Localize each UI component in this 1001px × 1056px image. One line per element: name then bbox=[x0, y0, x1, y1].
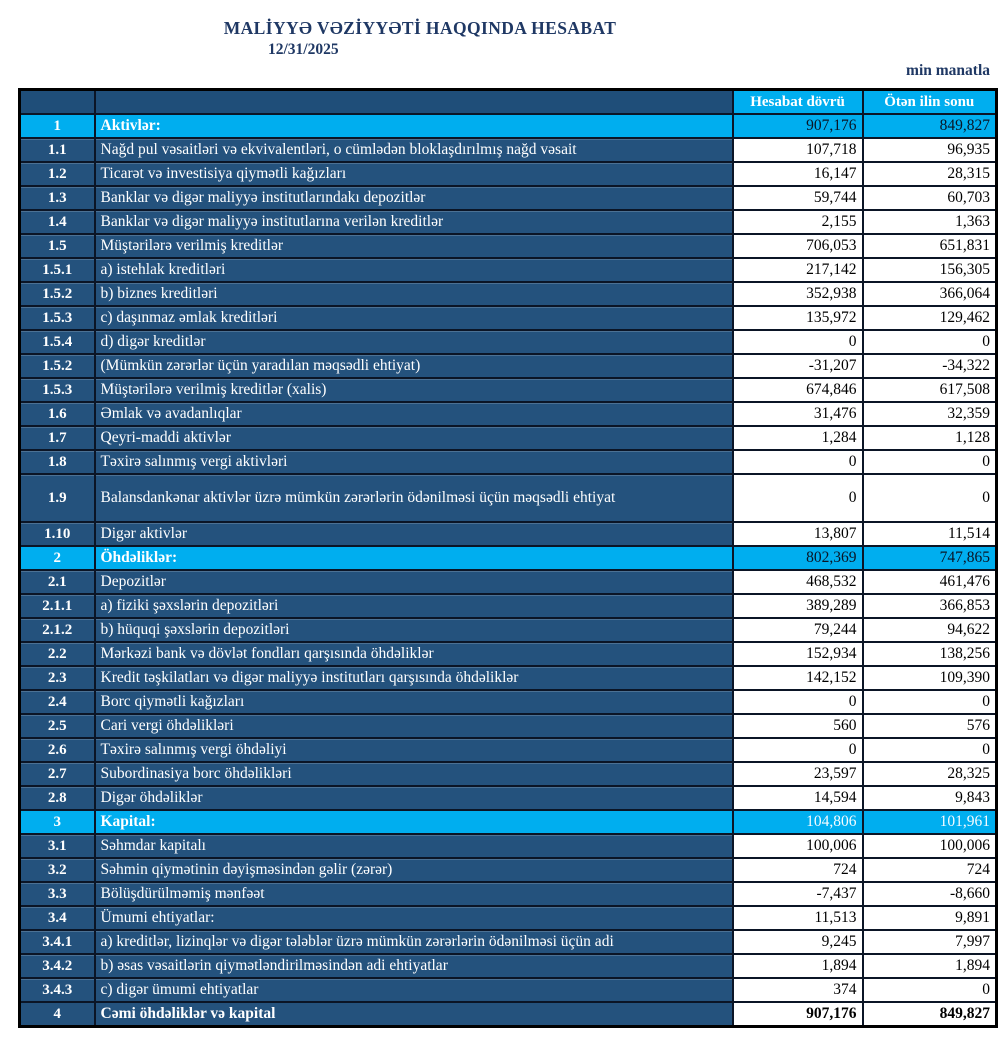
row-value-current: 374 bbox=[733, 978, 863, 1002]
row-value-current: 724 bbox=[733, 858, 863, 882]
row-value-previous: 617,508 bbox=[863, 378, 997, 402]
table-row bbox=[20, 402, 997, 426]
row-label: Digər aktivlər bbox=[95, 522, 733, 546]
row-code: 1.5.3 bbox=[20, 378, 95, 402]
table-row bbox=[20, 138, 997, 162]
row-value-current: 352,938 bbox=[733, 282, 863, 306]
table-row bbox=[20, 1002, 997, 1027]
row-code: 2.1.2 bbox=[20, 618, 95, 642]
table-row bbox=[20, 186, 997, 210]
row-value-previous: 461,476 bbox=[863, 570, 997, 594]
row-value-previous: 156,305 bbox=[863, 258, 997, 282]
row-value-current: 14,594 bbox=[733, 786, 863, 810]
row-code: 1.9 bbox=[20, 474, 95, 522]
row-value-previous: 28,325 bbox=[863, 762, 997, 786]
row-label: Banklar və digər maliyyə institutlarına verilən kreditlər bbox=[95, 210, 733, 234]
table-row bbox=[20, 690, 997, 714]
row-code: 1.5.2 bbox=[20, 354, 95, 378]
row-label: Səhmin qiymətinin dəyişməsindən gəlir (zərər) bbox=[95, 858, 733, 882]
row-value-previous: 0 bbox=[863, 738, 997, 762]
row-value-previous: 101,961 bbox=[863, 810, 997, 834]
row-value-current: 9,245 bbox=[733, 930, 863, 954]
table-row bbox=[20, 810, 997, 834]
row-value-previous: -8,660 bbox=[863, 882, 997, 906]
row-code: 1.10 bbox=[20, 522, 95, 546]
row-code: 1.5 bbox=[20, 234, 95, 258]
unit-note: min manatla bbox=[906, 62, 990, 79]
row-code: 1.7 bbox=[20, 426, 95, 450]
row-value-previous: 366,064 bbox=[863, 282, 997, 306]
row-value-current: 1,894 bbox=[733, 954, 863, 978]
row-value-current: 11,513 bbox=[733, 906, 863, 930]
row-value-previous: 109,390 bbox=[863, 666, 997, 690]
row-label: Ticarət və investisiya qiymətli kağızları bbox=[95, 162, 733, 186]
row-value-previous: 724 bbox=[863, 858, 997, 882]
row-label: Kapital: bbox=[95, 810, 733, 834]
row-label: Depozitlər bbox=[95, 570, 733, 594]
row-code: 1.4 bbox=[20, 210, 95, 234]
row-value-current: 706,053 bbox=[733, 234, 863, 258]
row-value-previous: 60,703 bbox=[863, 186, 997, 210]
table-row bbox=[20, 450, 997, 474]
row-code: 1.2 bbox=[20, 162, 95, 186]
row-value-current: 217,142 bbox=[733, 258, 863, 282]
column-header-previous: Ötən ilin sonu bbox=[863, 90, 997, 115]
row-value-current: 0 bbox=[733, 738, 863, 762]
table-row bbox=[20, 258, 997, 282]
row-value-current: 23,597 bbox=[733, 762, 863, 786]
row-value-previous: 1,363 bbox=[863, 210, 997, 234]
row-value-current: 560 bbox=[733, 714, 863, 738]
row-value-current: 100,006 bbox=[733, 834, 863, 858]
column-header-current: Hesabat dövrü bbox=[733, 90, 863, 115]
table-row bbox=[20, 354, 997, 378]
row-value-current: 468,532 bbox=[733, 570, 863, 594]
row-value-previous: 747,865 bbox=[863, 546, 997, 570]
row-code: 1.1 bbox=[20, 138, 95, 162]
row-value-previous: 0 bbox=[863, 474, 997, 522]
row-label: Aktivlər: bbox=[95, 114, 733, 138]
row-label: Cari vergi öhdəlikləri bbox=[95, 714, 733, 738]
row-label: Nağd pul vəsaitləri və ekvivalentləri, o cümlədən bloklaşdırılmış nağd vəsait bbox=[95, 138, 733, 162]
row-code: 3 bbox=[20, 810, 95, 834]
table-row bbox=[20, 618, 997, 642]
row-value-previous: 366,853 bbox=[863, 594, 997, 618]
row-label: Cəmi öhdəliklər və kapital bbox=[95, 1002, 733, 1027]
table-row bbox=[20, 954, 997, 978]
row-code: 2.8 bbox=[20, 786, 95, 810]
table-row bbox=[20, 882, 997, 906]
table-row bbox=[20, 234, 997, 258]
row-code: 3.4 bbox=[20, 906, 95, 930]
row-code: 1 bbox=[20, 114, 95, 138]
row-value-previous: 0 bbox=[863, 330, 997, 354]
row-value-current: 59,744 bbox=[733, 186, 863, 210]
table-row bbox=[20, 522, 997, 546]
table-row bbox=[20, 930, 997, 954]
row-code: 1.8 bbox=[20, 450, 95, 474]
row-label: Bölüşdürülməmiş mənfəət bbox=[95, 882, 733, 906]
row-code: 2.3 bbox=[20, 666, 95, 690]
table-row bbox=[20, 426, 997, 450]
financial-table bbox=[18, 88, 998, 1028]
row-code: 2 bbox=[20, 546, 95, 570]
row-label: Müştərilərə verilmiş kreditlər bbox=[95, 234, 733, 258]
row-label: Subordinasiya borc öhdəlikləri bbox=[95, 762, 733, 786]
row-code: 3.2 bbox=[20, 858, 95, 882]
row-label: Təxirə salınmış vergi aktivləri bbox=[95, 450, 733, 474]
row-label: Ümumi ehtiyatlar: bbox=[95, 906, 733, 930]
row-value-previous: -34,322 bbox=[863, 354, 997, 378]
row-value-previous: 849,827 bbox=[863, 1002, 997, 1027]
row-label: b) hüquqi şəxslərin depozitləri bbox=[95, 618, 733, 642]
table-row bbox=[20, 282, 997, 306]
row-code: 4 bbox=[20, 1002, 95, 1027]
row-label: b) əsas vəsaitlərin qiymətləndirilməsindən adi ehtiyatlar bbox=[95, 954, 733, 978]
row-label: b) biznes kreditləri bbox=[95, 282, 733, 306]
table-row bbox=[20, 858, 997, 882]
table-row bbox=[20, 114, 997, 138]
row-value-previous: 32,359 bbox=[863, 402, 997, 426]
row-value-current: 674,846 bbox=[733, 378, 863, 402]
row-value-previous: 11,514 bbox=[863, 522, 997, 546]
row-label: Əmlak və avadanlıqlar bbox=[95, 402, 733, 426]
row-value-previous: 9,843 bbox=[863, 786, 997, 810]
table-row bbox=[20, 786, 997, 810]
row-label: Səhmdar kapitalı bbox=[95, 834, 733, 858]
table-row bbox=[20, 714, 997, 738]
row-label: a) istehlak kreditləri bbox=[95, 258, 733, 282]
row-value-previous: 129,462 bbox=[863, 306, 997, 330]
table-body bbox=[20, 114, 997, 1027]
header-code-cell bbox=[20, 90, 95, 115]
row-value-current: 0 bbox=[733, 474, 863, 522]
row-value-previous: 849,827 bbox=[863, 114, 997, 138]
table-row bbox=[20, 738, 997, 762]
row-value-current: 1,284 bbox=[733, 426, 863, 450]
row-label: Öhdəliklər: bbox=[95, 546, 733, 570]
row-value-current: -31,207 bbox=[733, 354, 863, 378]
row-code: 2.1 bbox=[20, 570, 95, 594]
table-row bbox=[20, 546, 997, 570]
table-row bbox=[20, 978, 997, 1002]
row-code: 3.4.1 bbox=[20, 930, 95, 954]
row-code: 1.3 bbox=[20, 186, 95, 210]
row-value-current: 79,244 bbox=[733, 618, 863, 642]
row-value-previous: 1,894 bbox=[863, 954, 997, 978]
row-code: 3.1 bbox=[20, 834, 95, 858]
table-header-row bbox=[20, 90, 997, 115]
row-label: (Mümkün zərərlər üçün yaradılan məqsədli ehtiyat) bbox=[95, 354, 733, 378]
row-value-previous: 1,128 bbox=[863, 426, 997, 450]
row-code: 2.2 bbox=[20, 642, 95, 666]
table-row bbox=[20, 666, 997, 690]
row-code: 3.3 bbox=[20, 882, 95, 906]
row-label: c) daşınmaz əmlak kreditləri bbox=[95, 306, 733, 330]
row-code: 1.5.2 bbox=[20, 282, 95, 306]
row-label: Balansdankənar aktivlər üzrə mümkün zərərlərin ödənilməsi üçün məqsədli ehtiyat bbox=[95, 474, 733, 522]
row-value-current: 13,807 bbox=[733, 522, 863, 546]
row-value-previous: 96,935 bbox=[863, 138, 997, 162]
table-row bbox=[20, 642, 997, 666]
row-value-previous: 576 bbox=[863, 714, 997, 738]
row-value-current: 389,289 bbox=[733, 594, 863, 618]
row-value-previous: 0 bbox=[863, 690, 997, 714]
row-label: Müştərilərə verilmiş kreditlər (xalis) bbox=[95, 378, 733, 402]
row-label: c) digər ümumi ehtiyatlar bbox=[95, 978, 733, 1002]
row-code: 2.5 bbox=[20, 714, 95, 738]
row-label: Kredit təşkilatları və digər maliyyə institutları qarşısında öhdəliklər bbox=[95, 666, 733, 690]
row-code: 1.5.1 bbox=[20, 258, 95, 282]
row-label: d) digər kreditlər bbox=[95, 330, 733, 354]
report-date: 12/31/2025 bbox=[268, 41, 339, 58]
row-value-previous: 651,831 bbox=[863, 234, 997, 258]
row-value-current: 142,152 bbox=[733, 666, 863, 690]
row-label: a) kreditlər, lizinqlər və digər tələblər üzrə mümkün zərərlərin ödənilməsi üçün adi bbox=[95, 930, 733, 954]
row-code: 2.6 bbox=[20, 738, 95, 762]
row-code: 2.1.1 bbox=[20, 594, 95, 618]
header-label-cell bbox=[95, 90, 733, 115]
row-code: 1.6 bbox=[20, 402, 95, 426]
row-code: 2.7 bbox=[20, 762, 95, 786]
row-code: 3.4.3 bbox=[20, 978, 95, 1002]
row-label: Digər öhdəliklər bbox=[95, 786, 733, 810]
row-label: Təxirə salınmış vergi öhdəliyi bbox=[95, 738, 733, 762]
row-value-current: 802,369 bbox=[733, 546, 863, 570]
row-value-previous: 0 bbox=[863, 450, 997, 474]
table-row bbox=[20, 762, 997, 786]
table-row bbox=[20, 906, 997, 930]
table-row bbox=[20, 834, 997, 858]
row-value-previous: 138,256 bbox=[863, 642, 997, 666]
row-code: 1.5.3 bbox=[20, 306, 95, 330]
row-code: 1.5.4 bbox=[20, 330, 95, 354]
row-value-previous: 28,315 bbox=[863, 162, 997, 186]
row-value-current: 907,176 bbox=[733, 114, 863, 138]
row-value-current: 0 bbox=[733, 330, 863, 354]
row-value-current: 0 bbox=[733, 690, 863, 714]
row-label: Mərkəzi bank və dövlət fondları qarşısında öhdəliklər bbox=[95, 642, 733, 666]
row-value-previous: 100,006 bbox=[863, 834, 997, 858]
page-title: MALİYYƏ VƏZİYYƏTİ HAQQINDA HESABAT bbox=[223, 18, 617, 38]
row-value-current: 104,806 bbox=[733, 810, 863, 834]
row-label: Borc qiymətli kağızları bbox=[95, 690, 733, 714]
row-label: a) fiziki şəxslərin depozitləri bbox=[95, 594, 733, 618]
row-value-previous: 7,997 bbox=[863, 930, 997, 954]
row-value-previous: 9,891 bbox=[863, 906, 997, 930]
table-row bbox=[20, 210, 997, 234]
table-row bbox=[20, 594, 997, 618]
row-label: Qeyri-maddi aktivlər bbox=[95, 426, 733, 450]
row-value-current: 135,972 bbox=[733, 306, 863, 330]
row-code: 2.4 bbox=[20, 690, 95, 714]
row-code: 3.4.2 bbox=[20, 954, 95, 978]
row-label: Banklar və digər maliyyə institutlarındakı depozitlər bbox=[95, 186, 733, 210]
table-row bbox=[20, 474, 997, 522]
row-value-current: 907,176 bbox=[733, 1002, 863, 1027]
table-row bbox=[20, 330, 997, 354]
table-row bbox=[20, 570, 997, 594]
table-row bbox=[20, 306, 997, 330]
row-value-current: 152,934 bbox=[733, 642, 863, 666]
row-value-current: 2,155 bbox=[733, 210, 863, 234]
row-value-previous: 0 bbox=[863, 978, 997, 1002]
table-row bbox=[20, 378, 997, 402]
table-row bbox=[20, 162, 997, 186]
row-value-current: 16,147 bbox=[733, 162, 863, 186]
row-value-current: 0 bbox=[733, 450, 863, 474]
row-value-current: 107,718 bbox=[733, 138, 863, 162]
row-value-previous: 94,622 bbox=[863, 618, 997, 642]
row-value-current: -7,437 bbox=[733, 882, 863, 906]
row-value-current: 31,476 bbox=[733, 402, 863, 426]
